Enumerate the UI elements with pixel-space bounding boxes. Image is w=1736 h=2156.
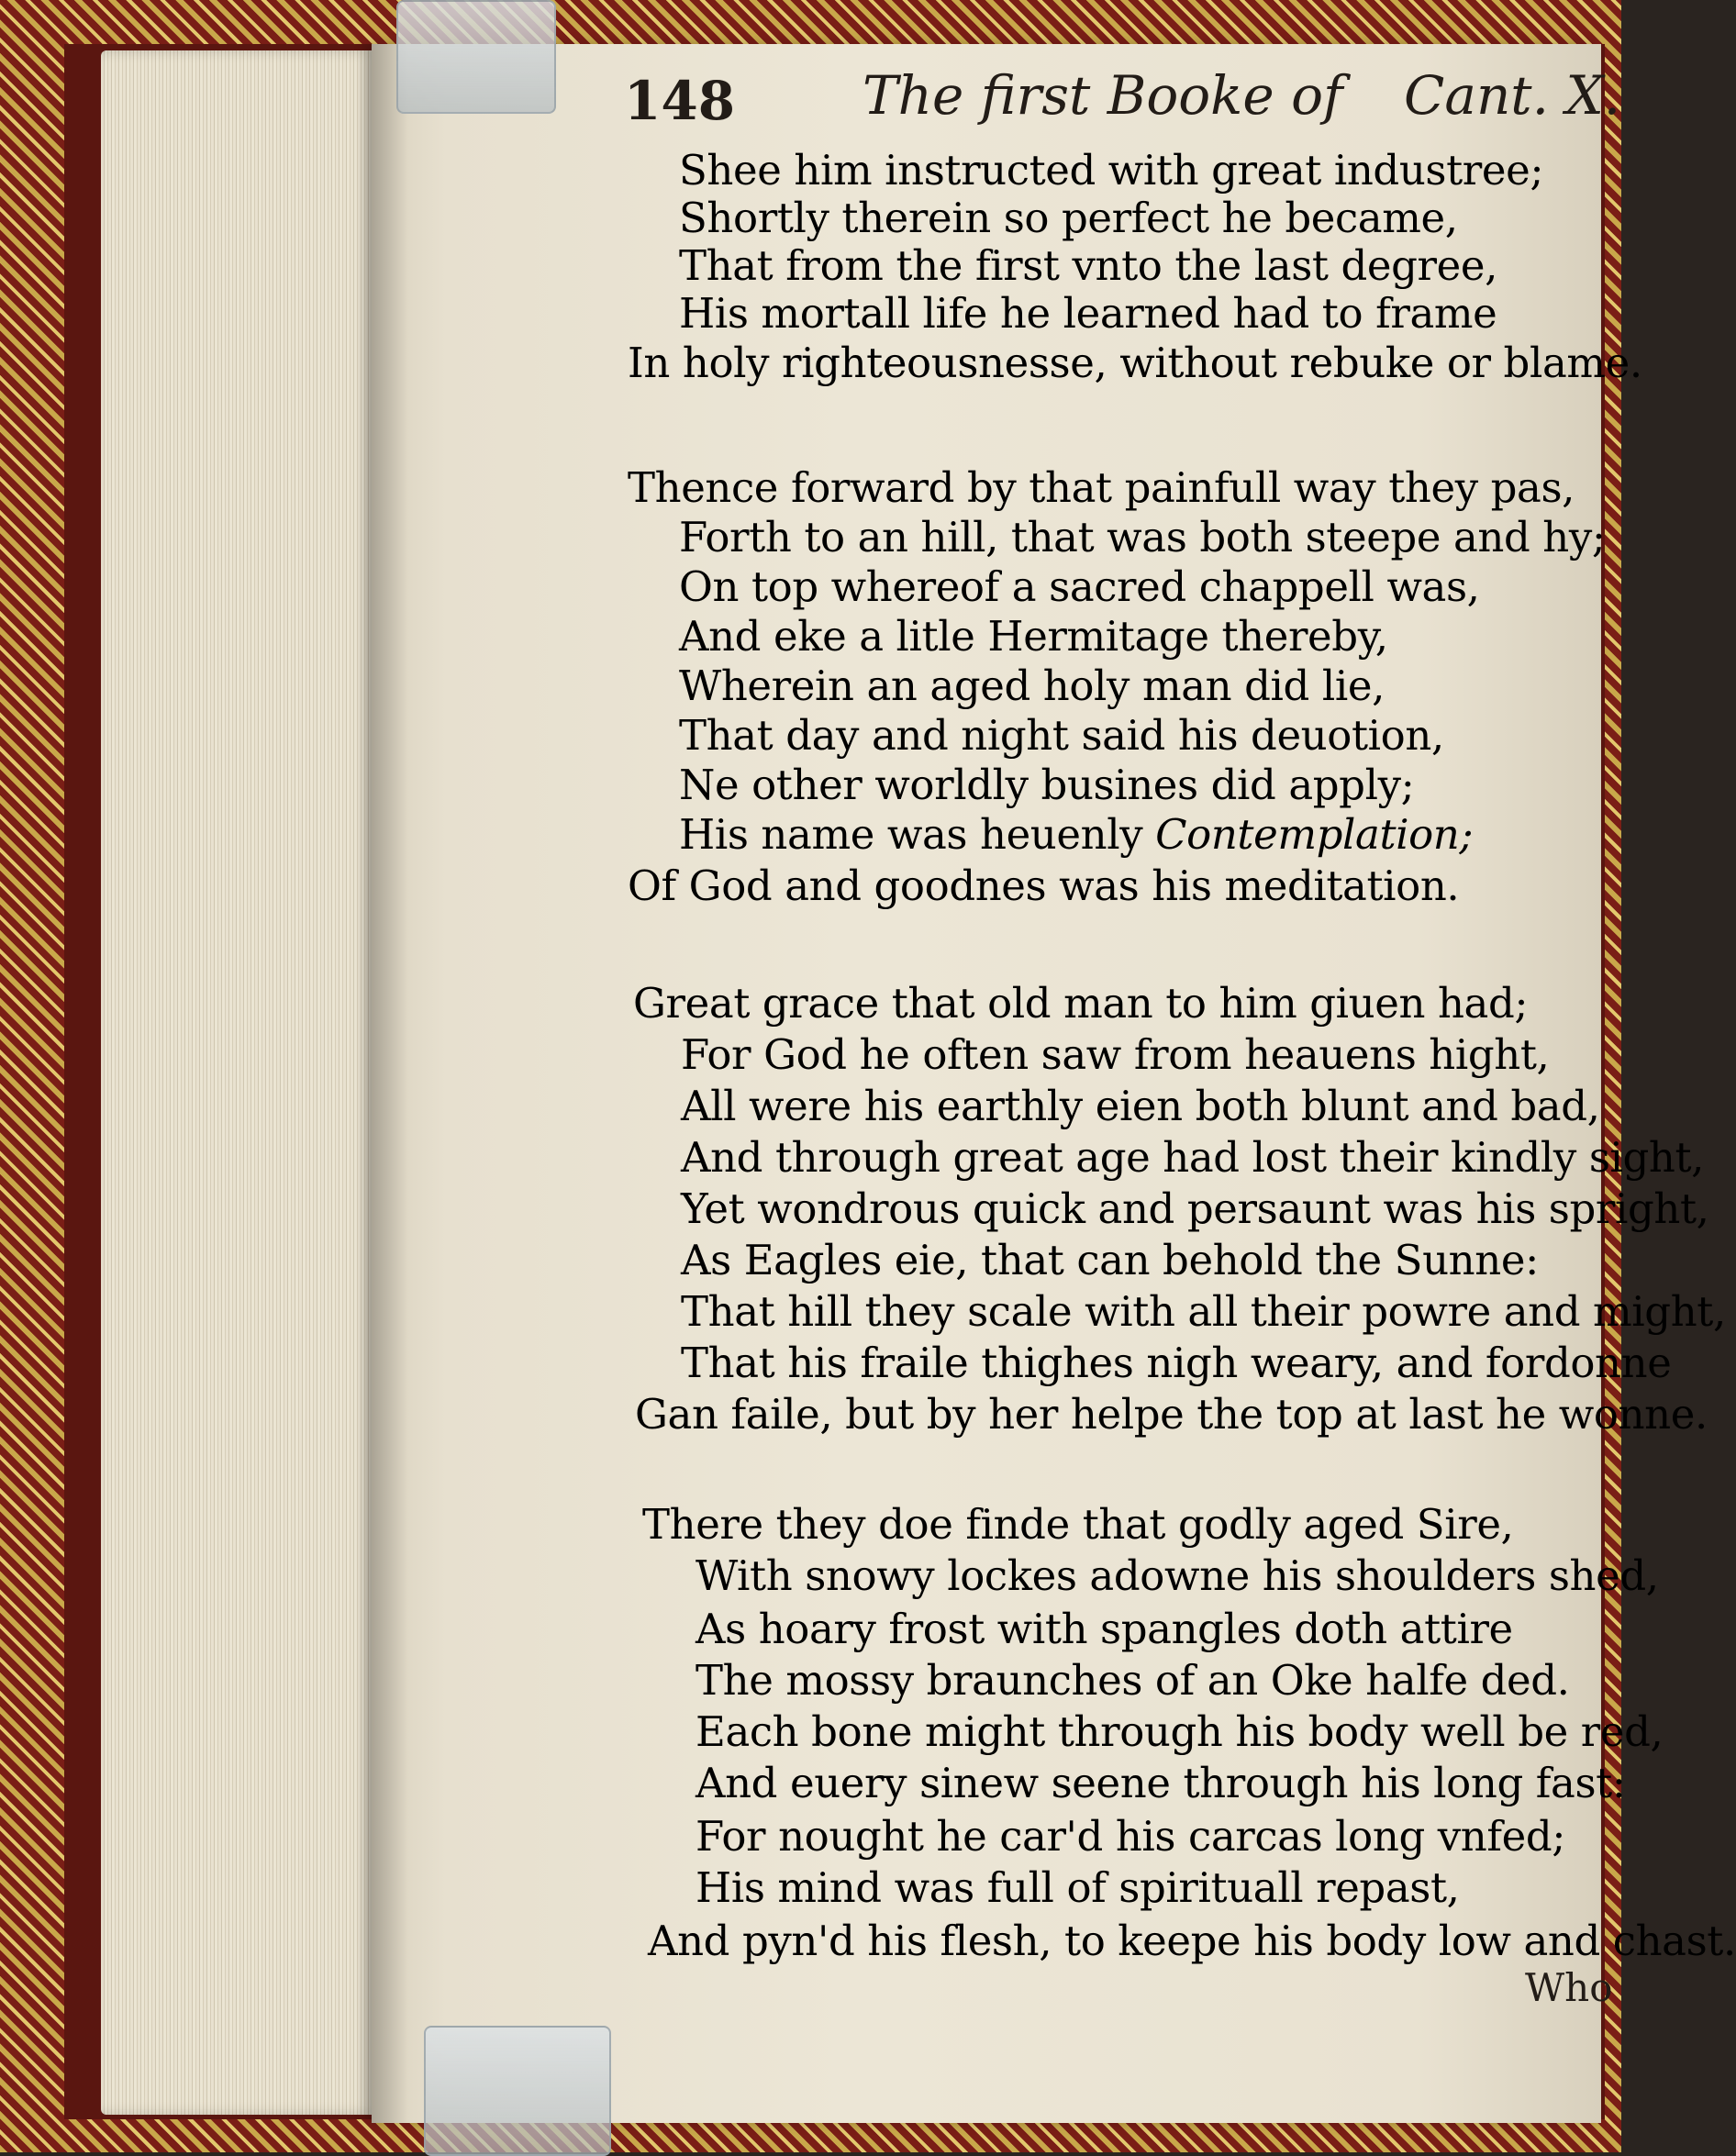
- verse-line: Each bone might through his body well be red,: [696, 1707, 1664, 1756]
- verse-line: [679, 811, 1473, 859]
- page-header: [624, 64, 1621, 138]
- verse-line: Yet wondrous quick and persaunt was his spright,: [681, 1184, 1709, 1233]
- page-clip-top: [396, 0, 556, 114]
- italic-name: Contemplation;: [1155, 810, 1474, 859]
- verse-text: His name was heuenly: [679, 810, 1143, 859]
- verse-line: Shee him instructed with great industree;: [679, 146, 1544, 194]
- verse-line: In holy righteousnesse, without rebuke or blame.: [628, 339, 1642, 387]
- verse-line: Ne other worldly busines did apply;: [679, 761, 1415, 809]
- gutter-shadow: [372, 44, 408, 2123]
- verse-line: That day and night said his deuotion,: [679, 711, 1444, 760]
- verse-line: On top whereof a sacred chappell was,: [679, 562, 1480, 611]
- verse-line: For God he often saw from heauens hight,: [681, 1030, 1550, 1079]
- verse-line: That from the first vnto the last degree,: [679, 241, 1497, 290]
- verse-line: The mossy braunches of an Oke halfe ded.: [696, 1656, 1570, 1705]
- verse-line: Shortly therein so perfect he became,: [679, 194, 1458, 242]
- verse-line: Thence forward by that painfull way they pas,: [628, 463, 1575, 512]
- verse-line: That hill they scale with all their powre and might,: [681, 1287, 1726, 1336]
- verse-line: And through great age had lost their kindly sight,: [681, 1133, 1705, 1182]
- verse-line: As hoary frost with spangles doth attire: [696, 1605, 1513, 1653]
- running-head: The first Booke of: [862, 64, 1343, 127]
- text-block: [624, 64, 1621, 138]
- verse-line: And pyn'd his flesh, to keepe his body low and chast.: [648, 1917, 1736, 1965]
- page-edges: [101, 50, 376, 2115]
- verse-line: Gan faile, but by her helpe the top at last he wonne.: [635, 1390, 1708, 1439]
- verse-line: For nought he car'd his carcas long vnfed;: [696, 1812, 1566, 1861]
- verse-line: His mind was full of spirituall repast,: [696, 1863, 1460, 1912]
- verse-line: Of God and goodnes was his meditation.: [628, 861, 1460, 910]
- verse-line: Forth to an hill, that was both steepe and hy;: [679, 513, 1606, 561]
- verse-line: That his fraile thighes nigh weary, and fordonne: [681, 1339, 1672, 1387]
- page-number: 148: [624, 70, 736, 132]
- verse-line: With snowy lockes adowne his shoulders shed,: [696, 1551, 1659, 1600]
- verse-line: All were his earthly eien both blunt and bad,: [681, 1082, 1600, 1130]
- verse-line: As Eagles eie, that can behold the Sunne:: [681, 1236, 1539, 1284]
- verse-line: His mortall life he learned had to frame: [679, 289, 1497, 338]
- verse-line: Wherein an aged holy man did lie,: [679, 661, 1385, 710]
- catchword: Who: [1525, 1965, 1613, 2010]
- verse-line: And euery sinew seene through his long fast:: [696, 1759, 1626, 1807]
- canto-label: Cant. X.: [1404, 64, 1621, 127]
- verse-line: Great grace that old man to him giuen had;: [633, 979, 1529, 1028]
- verse-line: There they doe finde that godly aged Sire,: [642, 1500, 1514, 1549]
- page-clip-bottom: [424, 2026, 611, 2156]
- verse-line: And eke a litle Hermitage thereby,: [679, 612, 1388, 661]
